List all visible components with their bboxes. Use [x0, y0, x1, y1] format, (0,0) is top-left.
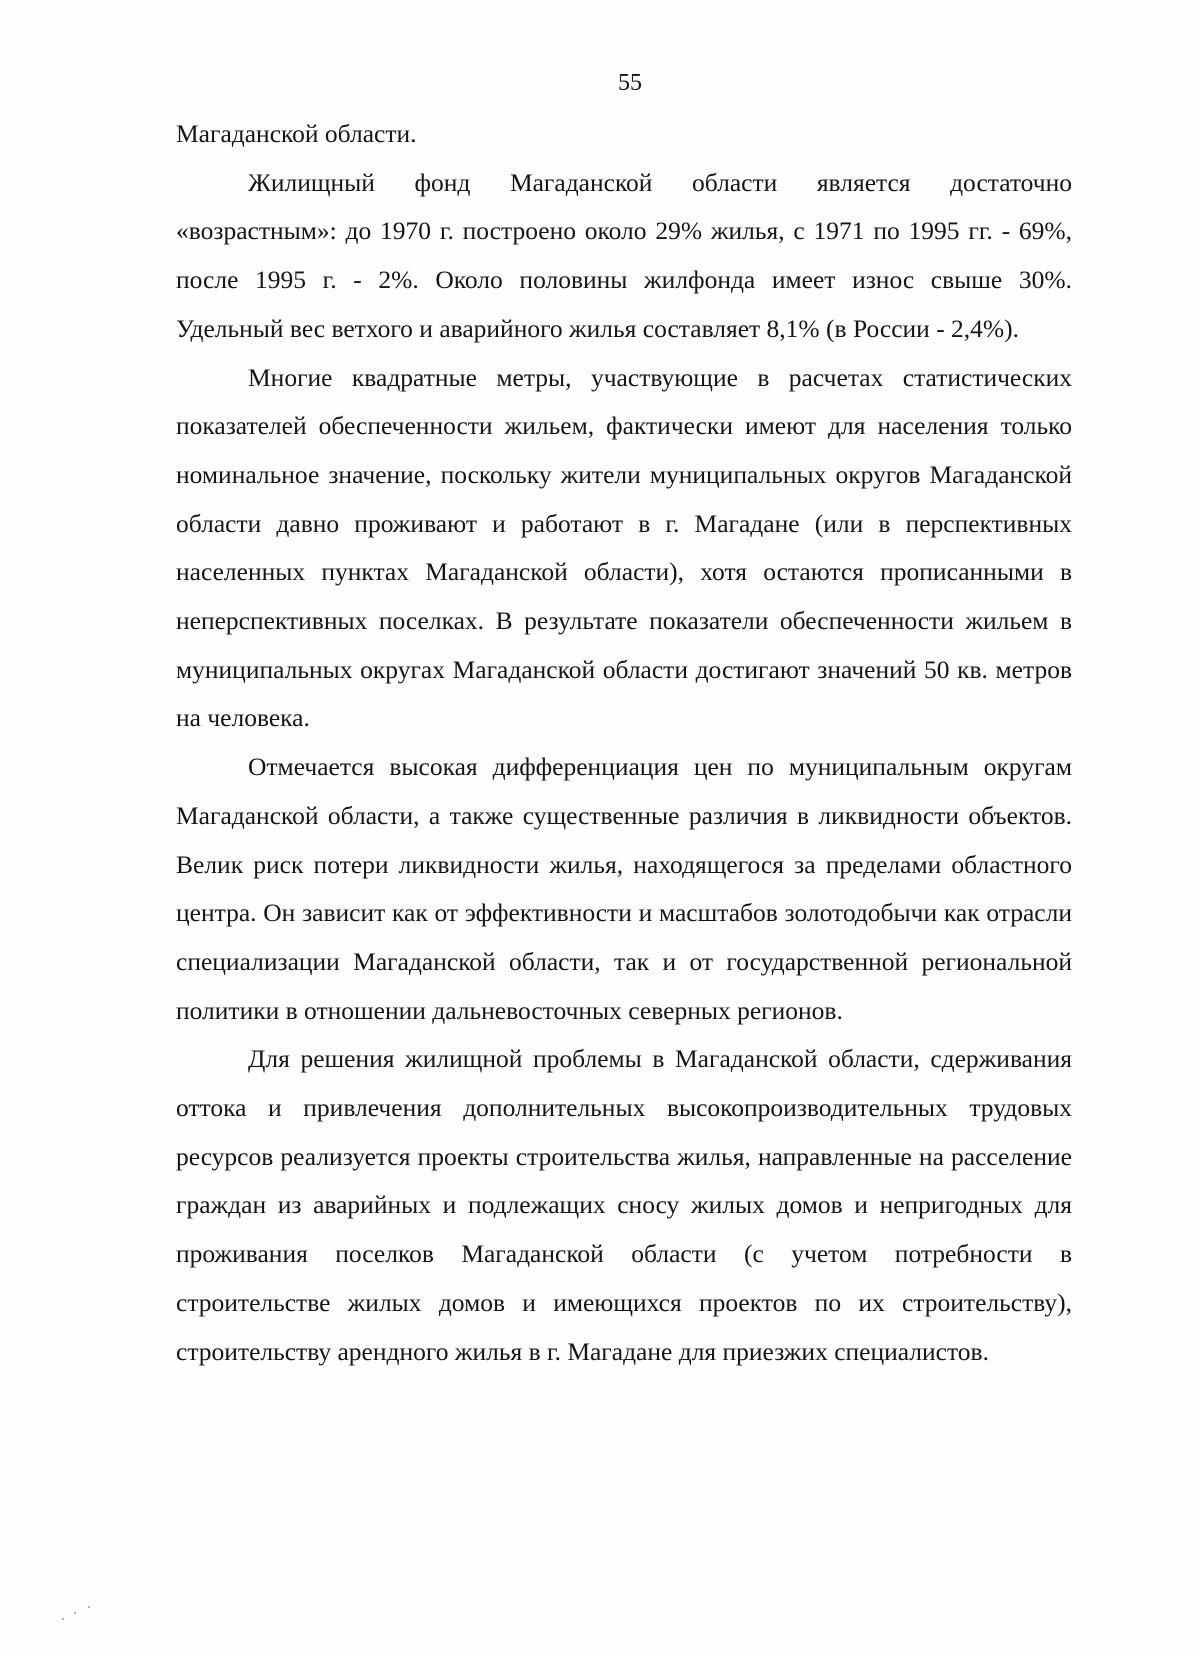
- paragraph-continuation: Магаданской области.: [176, 119, 417, 148]
- scan-speck: [74, 1612, 76, 1614]
- paragraph-housing-projects: Для решения жилищной проблемы в Магаданской области, сдерживания оттока и привлечения дополнительных высокопроизводительных трудовых ресурсов реализуется проекты строительства жилья, направленные на расселение граждан из аварийных и подлежащих сносу жилых домов и непригодных для проживания поселков Магаданской области (с учетом потребности в строительстве жилых домов и имеющихся проектов по их строительству), строительству арендного жилья в г. Магадане для приезжих специалистов.: [176, 1044, 1072, 1366]
- paragraph-housing-fund-age: Жилищный фонд Магаданской области является достаточно «возрастным»: до 1970 г. построено около 29% жилья, с 1971 по 1995 гг. - 69%, после 1995 г. - 2%. Около половины жилфонда имеет износ свыше 30%. Удельный вес ветхого и аварийного жилья составляет 8,1% (в России - 2,4%).: [176, 167, 1072, 343]
- paragraph-housing-provision: Многие квадратные метры, участвующие в расчетах статистических показателей обеспеченности жильем, фактически имеют для населения только номинальное значение, поскольку жители муниципальных округов Магаданской области давно проживают и работают в г. Магадане (или в перспективных населенных пунктах Магаданской области), хотя остаются прописанными в неперспективных поселках. В результате показатели обеспеченности жильем в муниципальных округах Магаданской области достигают значений 50 кв. метров на человека.: [176, 362, 1072, 733]
- scan-speck: [62, 1618, 64, 1620]
- scan-speck: [88, 1606, 90, 1608]
- paragraph-price-differentiation: Отмечается высокая дифференциация цен по муниципальным округам Магаданской области, а также существенные различия в ликвидности объектов. Велик риск потери ликвидности жилья, находящегося за пределами областного центра. Он зависит как от эффективности и масштабов золотодобычи как отрасли специализации Магаданской области, так и от государственной региональной политики в отношении дальневосточных северных регионов.: [176, 752, 1072, 1025]
- body-text: [176, 110, 1072, 1376]
- page-number: 55: [618, 70, 642, 96]
